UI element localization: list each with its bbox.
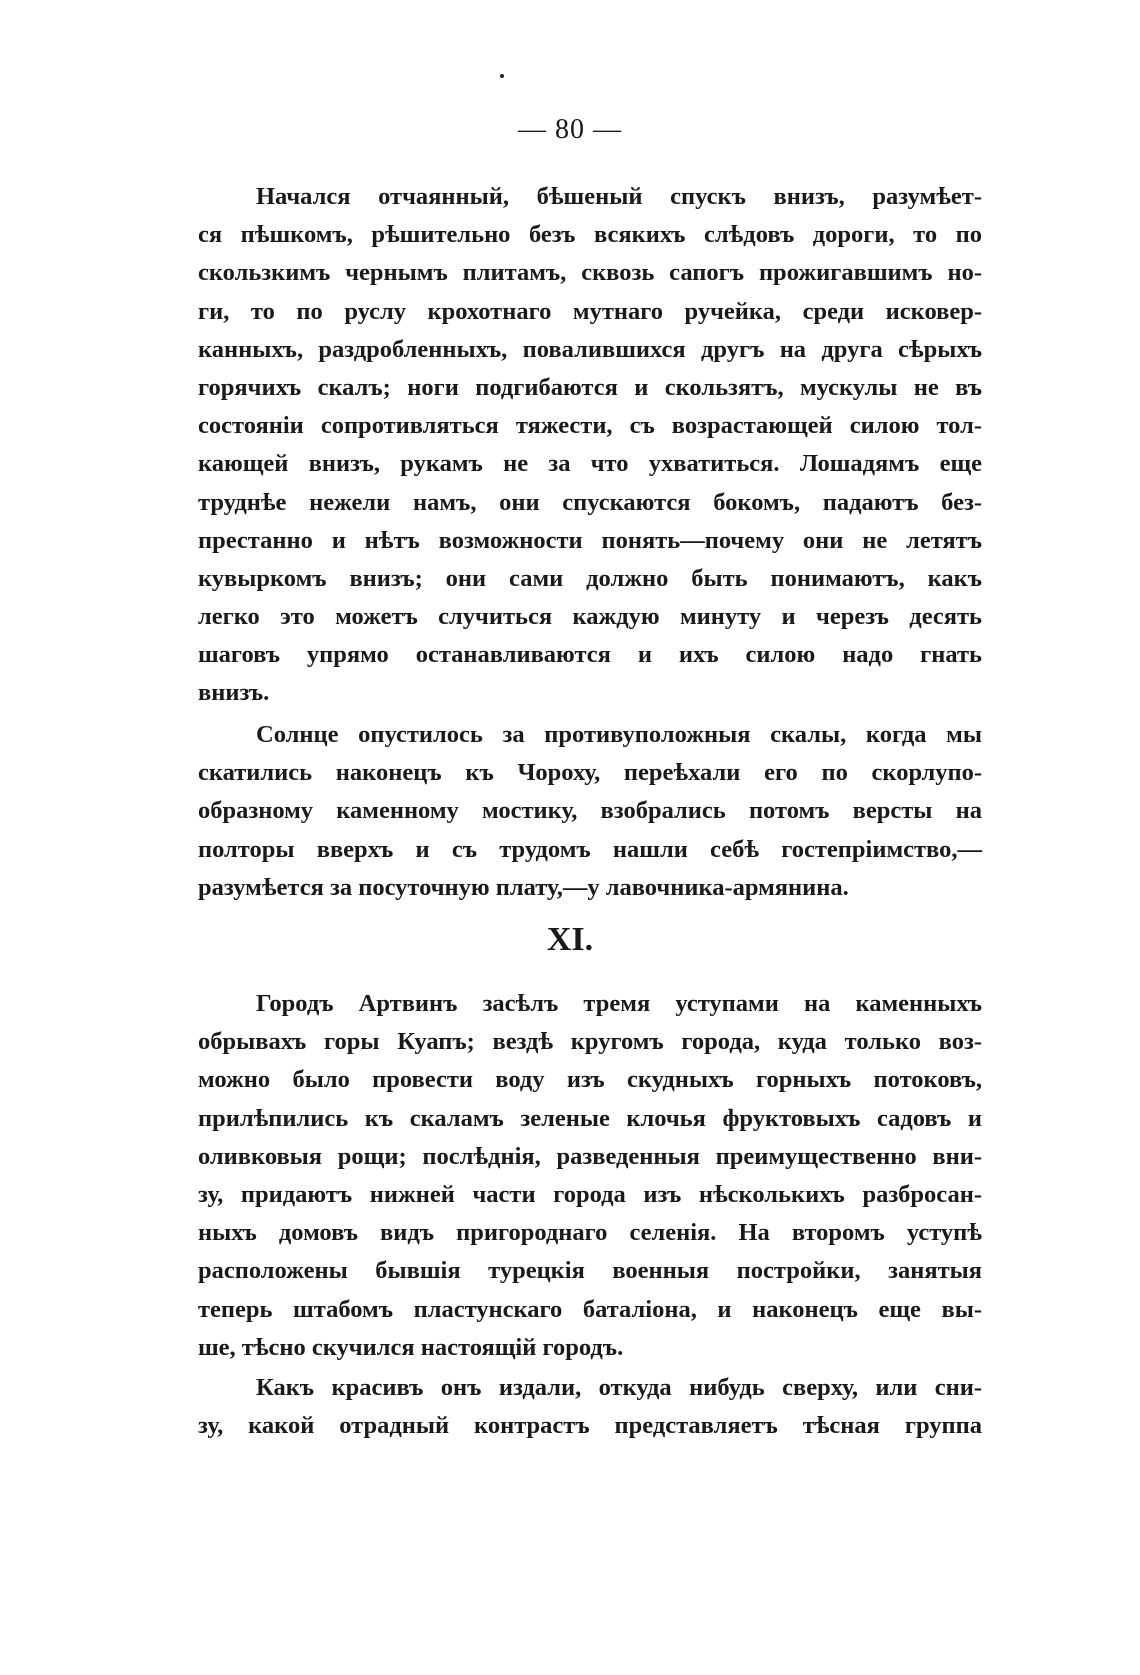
text-line: ги, то по руслу крохотнаго мутнаго ручейка, среди исковер- [198,297,982,325]
section-heading: XI. [546,921,594,958]
text-line: прилѣпились къ скаламъ зеленые клочья фруктовыхъ садовъ и [198,1104,982,1132]
paragraph-2 [198,716,982,907]
text-line: престанно и нѣтъ возможности понять—почему они не летятъ [198,526,982,554]
text-line: образному каменному мостику, взобрались потомъ версты на [198,797,982,825]
text-line: ныхъ домовъ видъ пригороднаго селенія. На второмъ уступѣ [198,1219,982,1247]
paragraph-3 [198,985,982,1367]
text-line: полторы вверхъ и съ трудомъ нашли себѣ гостепріимство,— [198,835,982,863]
text-line: Городъ Артвинъ засѣлъ тремя уступами на каменныхъ [256,990,982,1017]
text-line: обрывахъ горы Куапъ; вездѣ кругомъ города, куда только воз- [198,1028,982,1056]
text-line: расположены бывшія турецкія военныя постройки, занятыя [198,1257,982,1285]
text-line: внизъ. [198,679,270,707]
page-number: — 80 — [518,114,622,145]
text-line: шаговъ упрямо останавливаются и ихъ силою надо гнать [198,641,982,669]
text-line: зу, придаютъ нижней части города изъ нѣсколькихъ разбросан- [198,1180,982,1208]
text-line: состояніи сопротивляться тяжести, съ возрастающей силою тол- [198,412,982,440]
text-line: кувыркомъ внизъ; они сами должно быть понимаютъ, какъ [198,564,982,592]
text-line: горячихъ скалъ; ноги подгибаются и скользятъ, мускулы не въ [198,373,982,401]
paragraph-4 [198,1369,982,1445]
text-line: оливковыя рощи; послѣднія, разведенныя преимущественно вни- [198,1142,982,1170]
text-line: скатились наконецъ къ Чороху, переѣхали его по скорлупо- [198,759,982,787]
text-line: ше, тѣсно скучился настоящій городъ. [198,1333,624,1361]
text-line: легко это можетъ случиться каждую минуту и черезъ десять [198,603,982,631]
text-line: канныхъ, раздробленныхъ, повалившихся другъ на друга сѣрыхъ [198,335,982,363]
text-line: Начался отчаянный, бѣшеный спускъ внизъ, разумѣет- [256,183,982,210]
text-line: кающей внизъ, рукамъ не за что ухватиться. Лошадямъ еще [198,450,982,478]
text-line: зу, какой отрадный контрастъ представляетъ тѣсная группа [198,1412,982,1440]
text-line: труднѣе нежели намъ, они спускаются бокомъ, падаютъ без- [198,488,982,516]
text-line: ся пѣшкомъ, рѣшительно безъ всякихъ слѣдовъ дороги, то по [198,221,982,249]
text-line: разумѣется за посуточную плату,—у лавочника-армянина. [198,873,849,901]
text-line: Солнце опустилось за противуположныя скалы, когда мы [256,721,982,748]
text-line: можно было провести воду изъ скудныхъ горныхъ потоковъ, [198,1066,982,1094]
text-line: теперь штабомъ пластунскаго баталіона, и наконецъ еще вы- [198,1295,982,1323]
text-line: скользкимъ чернымъ плитамъ, сквозь сапогъ прожигавшимъ но- [198,259,982,287]
paragraph-1 [198,178,982,713]
text-line: Какъ красивъ онъ издали, откуда нибудь сверху, или сни- [256,1374,982,1401]
print-speck [500,74,504,78]
